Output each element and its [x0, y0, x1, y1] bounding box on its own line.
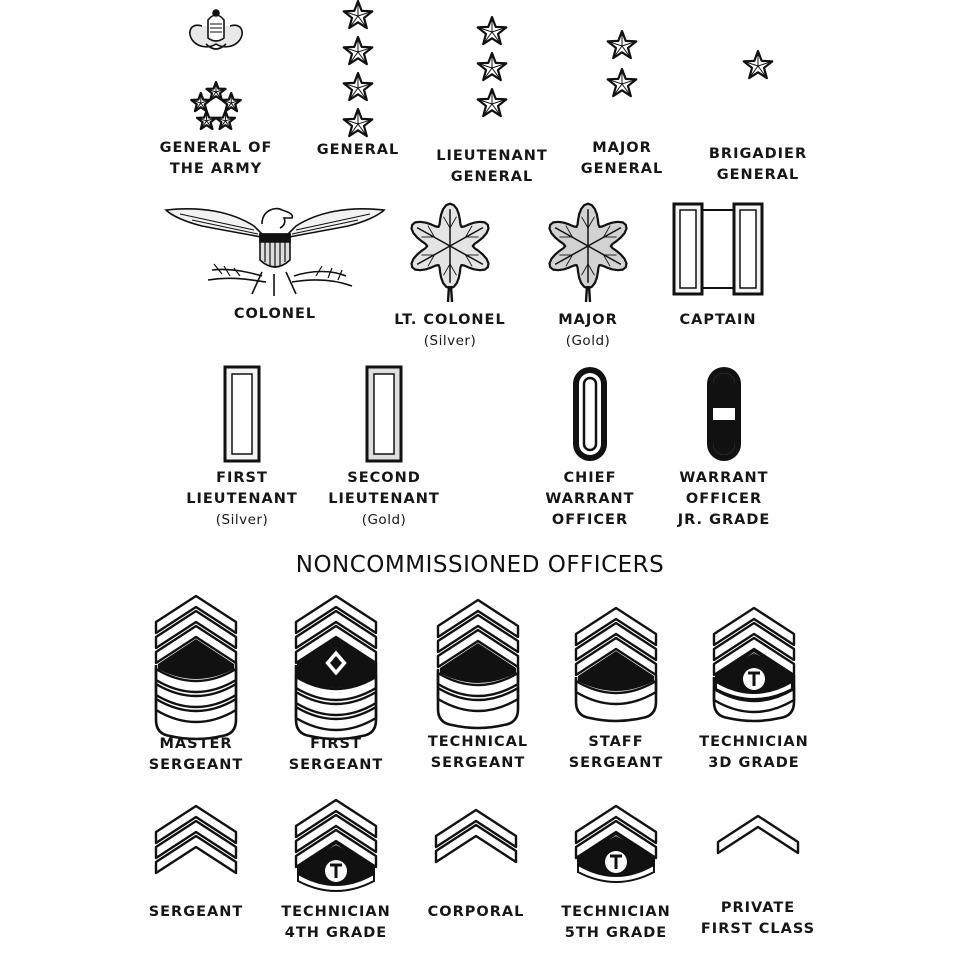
- chevron-stripes: [438, 600, 518, 728]
- label-line: SERGEANT: [568, 755, 664, 771]
- chevron-icon: [713, 806, 803, 866]
- label-line: GENERAL: [450, 169, 534, 185]
- label-line: GENERAL: [316, 142, 400, 158]
- label-line: SERGEANT: [288, 757, 384, 773]
- label-line: OFFICER: [551, 512, 629, 528]
- metal-note: (Silver): [423, 333, 477, 349]
- label-line: OFFICER: [685, 491, 763, 507]
- label-line: LIEUTENANT: [186, 491, 298, 507]
- label-line: SERGEANT: [148, 757, 244, 773]
- label-line: CAPTAIN: [679, 312, 757, 328]
- leaf-stem: [448, 286, 452, 302]
- one-star-icon: [738, 50, 778, 86]
- chevron-stripes: [156, 596, 236, 739]
- label-line: LIEUTENANT: [436, 148, 548, 164]
- chevron-t-icon: [709, 598, 799, 730]
- label-line: STAFF: [588, 734, 644, 750]
- label-line: GENERAL OF: [159, 140, 273, 156]
- oak-leaf-icon: [536, 196, 640, 304]
- oak-leaf-icon: [398, 196, 502, 304]
- label-line: 3D GRADE: [708, 755, 800, 771]
- two-star-icon: [602, 32, 642, 108]
- chevron-stripes: [576, 608, 656, 721]
- label-line: 4TH GRADE: [284, 925, 388, 941]
- label-line: 5TH GRADE: [564, 925, 668, 941]
- label-line: TECHNICAL: [427, 734, 529, 750]
- section-heading: NONCOMMISSIONED OFFICERS: [295, 552, 665, 578]
- chevron-icon: [151, 586, 241, 732]
- metal-note: (Silver): [215, 512, 269, 528]
- label-line: FIRST CLASS: [700, 921, 816, 937]
- label-line: GENERAL: [580, 161, 664, 177]
- label-line: GENERAL: [716, 167, 800, 183]
- rank-colonel: [155, 204, 395, 325]
- rank-technician-3d-grade: [664, 598, 844, 774]
- eagle-seal-and-star-ring-icon: [176, 4, 256, 136]
- chevron-t-icon: [571, 796, 661, 888]
- warrant-bar-jg-icon: [704, 364, 744, 464]
- metal-note: (Gold): [361, 512, 407, 528]
- label-line: SERGEANT: [148, 904, 244, 920]
- label-line: SECOND: [347, 470, 421, 486]
- chevron-stripes: [156, 806, 236, 873]
- chevron-stripes: [714, 608, 794, 721]
- chevron-diamond-icon: [291, 586, 381, 732]
- label-line: CHIEF: [563, 470, 617, 486]
- label-line: MAJOR: [558, 312, 618, 328]
- chevron-icon: [151, 796, 241, 892]
- label-line: FIRST: [216, 470, 268, 486]
- bar-icon: [364, 364, 404, 464]
- four-star-icon: [338, 0, 378, 140]
- chevron-stripes: [296, 800, 376, 891]
- five-star-ring: [191, 82, 240, 129]
- leaf-stem: [586, 286, 590, 302]
- rank-label: [634, 468, 814, 531]
- label-line: FIRST: [310, 736, 362, 752]
- rank-label: [668, 144, 848, 186]
- label-line: WARRANT: [679, 470, 769, 486]
- warrant-bar-icon: [570, 364, 610, 464]
- chevron-stripes: [436, 810, 516, 862]
- chevron-icon: [571, 598, 661, 730]
- chevron-stripes: [718, 816, 798, 853]
- label-line: TECHNICIAN: [699, 734, 809, 750]
- rank-label: [668, 898, 848, 940]
- label-line: THE ARMY: [169, 161, 263, 177]
- label-line: MASTER: [159, 736, 233, 752]
- rank-label: [155, 304, 395, 325]
- double-bar-icon: [668, 200, 768, 298]
- label-line: PRIVATE: [720, 900, 796, 916]
- eagle-icon: [162, 204, 388, 298]
- rank-label: [628, 310, 808, 331]
- chevron-icon: [433, 590, 523, 730]
- rank-label: [294, 468, 474, 531]
- label-line: WARRANT: [545, 491, 635, 507]
- metal-note: (Gold): [565, 333, 611, 349]
- chevron-icon: [431, 800, 521, 882]
- rank-private-first-class: [668, 806, 848, 940]
- label-line: SERGEANT: [430, 755, 526, 771]
- chevron-stripes: [576, 806, 656, 882]
- label-line: CORPORAL: [427, 904, 525, 920]
- bar-icon: [222, 364, 262, 464]
- seal-eagle: [190, 10, 242, 49]
- rank-second-lieutenant: [294, 364, 474, 531]
- label-line: JR. GRADE: [677, 512, 771, 528]
- label-line: COLONEL: [233, 306, 317, 322]
- label-line: MAJOR: [592, 140, 652, 156]
- label-line: TECHNICIAN: [561, 904, 671, 920]
- label-line: LIEUTENANT: [328, 491, 440, 507]
- chevron-stripe: [718, 816, 798, 853]
- chevron-stripes: [296, 596, 376, 739]
- chevron-t-icon: [291, 790, 381, 896]
- label-line: BRIGADIER: [708, 146, 808, 162]
- rank-warrant-officer-jr-grade: [634, 364, 814, 531]
- label-line: TECHNICIAN: [281, 904, 391, 920]
- rank-label: [664, 732, 844, 774]
- label-line: LT. COLONEL: [394, 312, 506, 328]
- rank-captain: [628, 200, 808, 331]
- rank-brigadier-general: [668, 50, 848, 186]
- three-star-icon: [472, 18, 512, 136]
